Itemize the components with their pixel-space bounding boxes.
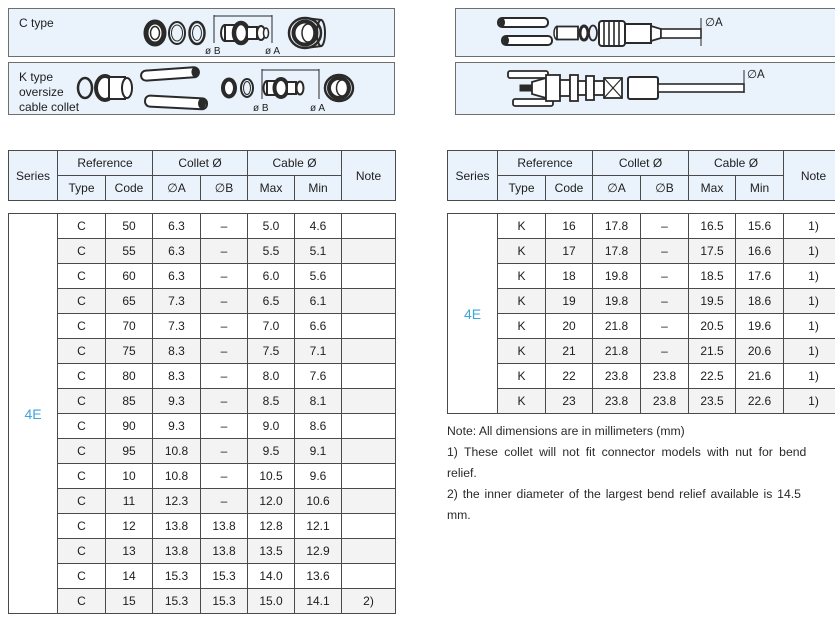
col-min: Min [736, 176, 784, 201]
table-cell: K [498, 314, 546, 339]
table-cell [342, 489, 396, 514]
table-row [9, 289, 396, 314]
table-cell: 5.6 [295, 264, 342, 289]
k-type-label-line2: oversize [19, 85, 64, 99]
table-cell: – [641, 314, 689, 339]
col-type: Type [58, 176, 106, 201]
table-row [9, 564, 396, 589]
table-cell [342, 314, 396, 339]
col-reference: Reference [58, 151, 153, 176]
table-cell: – [201, 289, 248, 314]
k-type-label-line1: K type [19, 70, 54, 84]
cable-assembly-bottom-drawing [456, 63, 835, 113]
table-cell: 55 [106, 239, 153, 264]
table-row [9, 514, 396, 539]
table-cell: 15.3 [153, 589, 201, 614]
table-cell: – [201, 314, 248, 339]
k-type-panel [8, 62, 395, 115]
table-cell: C [58, 289, 106, 314]
table-cell: 8.5 [248, 389, 295, 414]
col-cable: Cable Ø [248, 151, 342, 176]
table-row [9, 364, 396, 389]
table-cell: 12 [106, 514, 153, 539]
table-cell: C [58, 514, 106, 539]
dim-label-dia-a: ∅A [705, 17, 723, 29]
table-cell: 95 [106, 439, 153, 464]
table-cell: 18 [546, 264, 593, 289]
table-cell: – [641, 339, 689, 364]
table-cell: 19.5 [689, 289, 736, 314]
table-cell: 14.1 [295, 589, 342, 614]
table-cell: C [58, 439, 106, 464]
table-cell: 9.3 [153, 389, 201, 414]
table-cell: 21.6 [736, 364, 784, 389]
col-max: Max [248, 176, 295, 201]
table-cell: 6.0 [248, 264, 295, 289]
table-cell: 8.3 [153, 364, 201, 389]
table-cell: C [58, 489, 106, 514]
table-cell: – [201, 414, 248, 439]
col-series: Series [448, 151, 498, 201]
table-cell: 12.9 [295, 539, 342, 564]
col-series: Series [9, 151, 58, 201]
table-row [448, 214, 835, 239]
table-cell: 75 [106, 339, 153, 364]
table-cell: 5.1 [295, 239, 342, 264]
table-cell: – [201, 464, 248, 489]
col-collet: Collet Ø [153, 151, 248, 176]
table-cell: 23.8 [641, 364, 689, 389]
cable-assembly-top-drawing [456, 9, 835, 55]
table-cell: C [58, 589, 106, 614]
table-cell: C [58, 339, 106, 364]
table-cell: 12.8 [248, 514, 295, 539]
table-cell [342, 339, 396, 364]
table-cell: – [641, 289, 689, 314]
table-cell: – [201, 339, 248, 364]
table-cell: 8.6 [295, 414, 342, 439]
table-cell: 17.8 [593, 214, 641, 239]
table-cell: 13.5 [248, 539, 295, 564]
table-cell: C [58, 364, 106, 389]
col-note: Note [342, 151, 396, 201]
table-cell: 18.6 [736, 289, 784, 314]
table-cell: 12.3 [153, 489, 201, 514]
table-cell: 23 [546, 389, 593, 414]
table-cell: 8.3 [153, 339, 201, 364]
table-cell: 1) [784, 214, 835, 239]
table-cell: 5.5 [248, 239, 295, 264]
table-cell: 13.6 [295, 564, 342, 589]
k-type-label-line3: cable collet [19, 100, 80, 114]
table-cell: 6.3 [153, 214, 201, 239]
table-row [9, 489, 396, 514]
table-cell: K [498, 289, 546, 314]
table-row [448, 389, 835, 414]
table-cell: – [641, 239, 689, 264]
table-cell: 85 [106, 389, 153, 414]
table-cell: 80 [106, 364, 153, 389]
table-cell: 17.8 [593, 239, 641, 264]
table-cell: 4.6 [295, 214, 342, 239]
table-cell: 17 [546, 239, 593, 264]
note-line-5: mm. [447, 508, 471, 522]
table-cell [342, 564, 396, 589]
right-header-table [447, 150, 835, 201]
dim-label-b: ø B [205, 46, 221, 55]
table-cell: 12.1 [295, 514, 342, 539]
cable-assembly-top-panel [455, 8, 835, 57]
col-dia-a: ∅A [153, 176, 201, 201]
note-line-2: 1) These collet will not fit connector models with nut for bend [447, 445, 807, 459]
table-cell: 15 [106, 589, 153, 614]
table-cell: 16 [546, 214, 593, 239]
table-cell: 1) [784, 364, 835, 389]
table-cell: 22.6 [736, 389, 784, 414]
table-cell: C [58, 389, 106, 414]
table-cell: 13.8 [201, 514, 248, 539]
table-cell: 8.0 [248, 364, 295, 389]
table-cell: 14 [106, 564, 153, 589]
table-cell: K [498, 264, 546, 289]
table-row [9, 589, 396, 614]
table-cell: C [58, 239, 106, 264]
table-cell [342, 214, 396, 239]
table-cell: 6.1 [295, 289, 342, 314]
table-row [9, 214, 396, 239]
table-cell: 19.8 [593, 264, 641, 289]
table-cell: 5.0 [248, 214, 295, 239]
table-cell: 18.5 [689, 264, 736, 289]
table-cell: C [58, 464, 106, 489]
table-row [9, 339, 396, 364]
table-cell: 1) [784, 314, 835, 339]
table-cell: 6.3 [153, 239, 201, 264]
table-cell: 21 [546, 339, 593, 364]
table-cell: C [58, 539, 106, 564]
table-cell: 17.5 [689, 239, 736, 264]
table-cell: 7.0 [248, 314, 295, 339]
table-cell: 9.0 [248, 414, 295, 439]
table-row [9, 239, 396, 264]
table-cell: 10.5 [248, 464, 295, 489]
table-cell [342, 264, 396, 289]
table-row [448, 314, 835, 339]
table-cell: 1) [784, 389, 835, 414]
table-cell: K [498, 364, 546, 389]
table-cell: 2) [342, 589, 396, 614]
table-cell: 70 [106, 314, 153, 339]
table-cell: 23.5 [689, 389, 736, 414]
col-dia-a: ∅A [593, 176, 641, 201]
col-max: Max [689, 176, 736, 201]
table-row [9, 439, 396, 464]
table-cell: 10.8 [153, 439, 201, 464]
table-cell: 50 [106, 214, 153, 239]
table-cell: – [201, 439, 248, 464]
table-cell: – [201, 489, 248, 514]
table-cell: 7.3 [153, 314, 201, 339]
table-cell [342, 239, 396, 264]
table-cell: 22 [546, 364, 593, 389]
table-cell: 9.3 [153, 414, 201, 439]
c-type-panel [8, 8, 395, 57]
table-cell [342, 389, 396, 414]
table-cell: 20 [546, 314, 593, 339]
table-cell: 20.6 [736, 339, 784, 364]
table-cell: 10 [106, 464, 153, 489]
table-cell: 23.8 [641, 389, 689, 414]
table-cell: 15.3 [153, 564, 201, 589]
col-type: Type [498, 176, 546, 201]
table-cell: 15.6 [736, 214, 784, 239]
table-row [448, 364, 835, 389]
table-cell: 90 [106, 414, 153, 439]
table-cell: 8.1 [295, 389, 342, 414]
table-cell: 22.5 [689, 364, 736, 389]
table-cell: 19.8 [593, 289, 641, 314]
table-cell: – [201, 214, 248, 239]
table-cell: 7.1 [295, 339, 342, 364]
table-row [9, 389, 396, 414]
table-cell [342, 414, 396, 439]
col-code: Code [546, 176, 593, 201]
table-cell [342, 464, 396, 489]
table-cell: 13.8 [153, 514, 201, 539]
table-row [9, 314, 396, 339]
col-reference: Reference [498, 151, 593, 176]
table-cell: C [58, 314, 106, 339]
col-code: Code [106, 176, 153, 201]
note-line-3: relief. [447, 466, 477, 480]
dim-label-b: ø B [253, 103, 269, 113]
table-row [9, 464, 396, 489]
table-cell: 20.5 [689, 314, 736, 339]
table-cell: C [58, 564, 106, 589]
table-cell: 13 [106, 539, 153, 564]
table-cell: 1) [784, 339, 835, 364]
c-type-label: C type [19, 16, 54, 30]
table-row [9, 539, 396, 564]
table-cell: – [641, 264, 689, 289]
table-cell: 17.6 [736, 264, 784, 289]
dim-label-a: ø A [310, 103, 326, 113]
col-collet: Collet Ø [593, 151, 689, 176]
table-cell: K [498, 339, 546, 364]
col-dia-b: ∅B [641, 176, 689, 201]
table-cell: 9.6 [295, 464, 342, 489]
c-type-collet-drawing [9, 9, 393, 55]
table-cell: 1) [784, 264, 835, 289]
table-cell: C [58, 414, 106, 439]
table-row [9, 264, 396, 289]
table-cell: 9.5 [248, 439, 295, 464]
table-cell: 1) [784, 289, 835, 314]
table-cell: K [498, 389, 546, 414]
col-min: Min [295, 176, 342, 201]
table-cell: 23.8 [593, 389, 641, 414]
col-cable: Cable Ø [689, 151, 784, 176]
table-cell: 13.8 [153, 539, 201, 564]
col-dia-b: ∅B [201, 176, 248, 201]
table-cell: 6.3 [153, 264, 201, 289]
table-cell: K [498, 214, 546, 239]
table-cell: – [201, 239, 248, 264]
table-row [448, 289, 835, 314]
k-collet-table [447, 213, 835, 414]
series-cell: 4E [9, 214, 58, 614]
note-line-4: 2) the inner diameter of the largest bend relief available is 14.5 [447, 487, 801, 501]
table-row [448, 339, 835, 364]
table-cell: 21.5 [689, 339, 736, 364]
table-cell: 7.5 [248, 339, 295, 364]
k-type-collet-drawing [9, 63, 393, 113]
table-cell: 10.6 [295, 489, 342, 514]
table-cell: 19.6 [736, 314, 784, 339]
table-cell: K [498, 239, 546, 264]
table-cell: – [201, 389, 248, 414]
cable-assembly-bottom-panel [455, 62, 835, 115]
table-cell: 21.8 [593, 314, 641, 339]
table-cell: 7.6 [295, 364, 342, 389]
table-cell: 13.8 [201, 539, 248, 564]
table-cell [342, 289, 396, 314]
left-header-table [8, 150, 396, 201]
table-row [448, 239, 835, 264]
dim-label-dia-a: ∅A [747, 69, 765, 81]
table-cell: 15.3 [201, 589, 248, 614]
table-cell [342, 514, 396, 539]
table-cell: 7.3 [153, 289, 201, 314]
table-cell: 16.5 [689, 214, 736, 239]
table-cell: 23.8 [593, 364, 641, 389]
table-cell: 19 [546, 289, 593, 314]
table-cell: C [58, 214, 106, 239]
table-row [448, 264, 835, 289]
table-cell: 15.0 [248, 589, 295, 614]
table-cell: 6.6 [295, 314, 342, 339]
table-cell: 60 [106, 264, 153, 289]
table-cell: 65 [106, 289, 153, 314]
col-note: Note [784, 151, 835, 201]
table-cell: 16.6 [736, 239, 784, 264]
table-cell: C [58, 264, 106, 289]
notes-block [447, 421, 835, 526]
table-cell: 9.1 [295, 439, 342, 464]
dim-label-a: ø A [265, 46, 281, 55]
table-cell: 6.5 [248, 289, 295, 314]
table-cell: – [201, 264, 248, 289]
table-cell: 14.0 [248, 564, 295, 589]
series-cell: 4E [448, 214, 498, 414]
table-cell [342, 364, 396, 389]
table-cell: 21.8 [593, 339, 641, 364]
table-cell: 12.0 [248, 489, 295, 514]
table-cell: 15.3 [201, 564, 248, 589]
note-line-1: Note: All dimensions are in millimeters (mm) [447, 424, 685, 438]
table-row [9, 414, 396, 439]
table-cell: – [641, 214, 689, 239]
table-cell: – [201, 364, 248, 389]
table-cell: 1) [784, 239, 835, 264]
table-cell [342, 439, 396, 464]
table-cell: 11 [106, 489, 153, 514]
table-cell [342, 539, 396, 564]
c-collet-table [8, 213, 396, 614]
table-cell: 10.8 [153, 464, 201, 489]
